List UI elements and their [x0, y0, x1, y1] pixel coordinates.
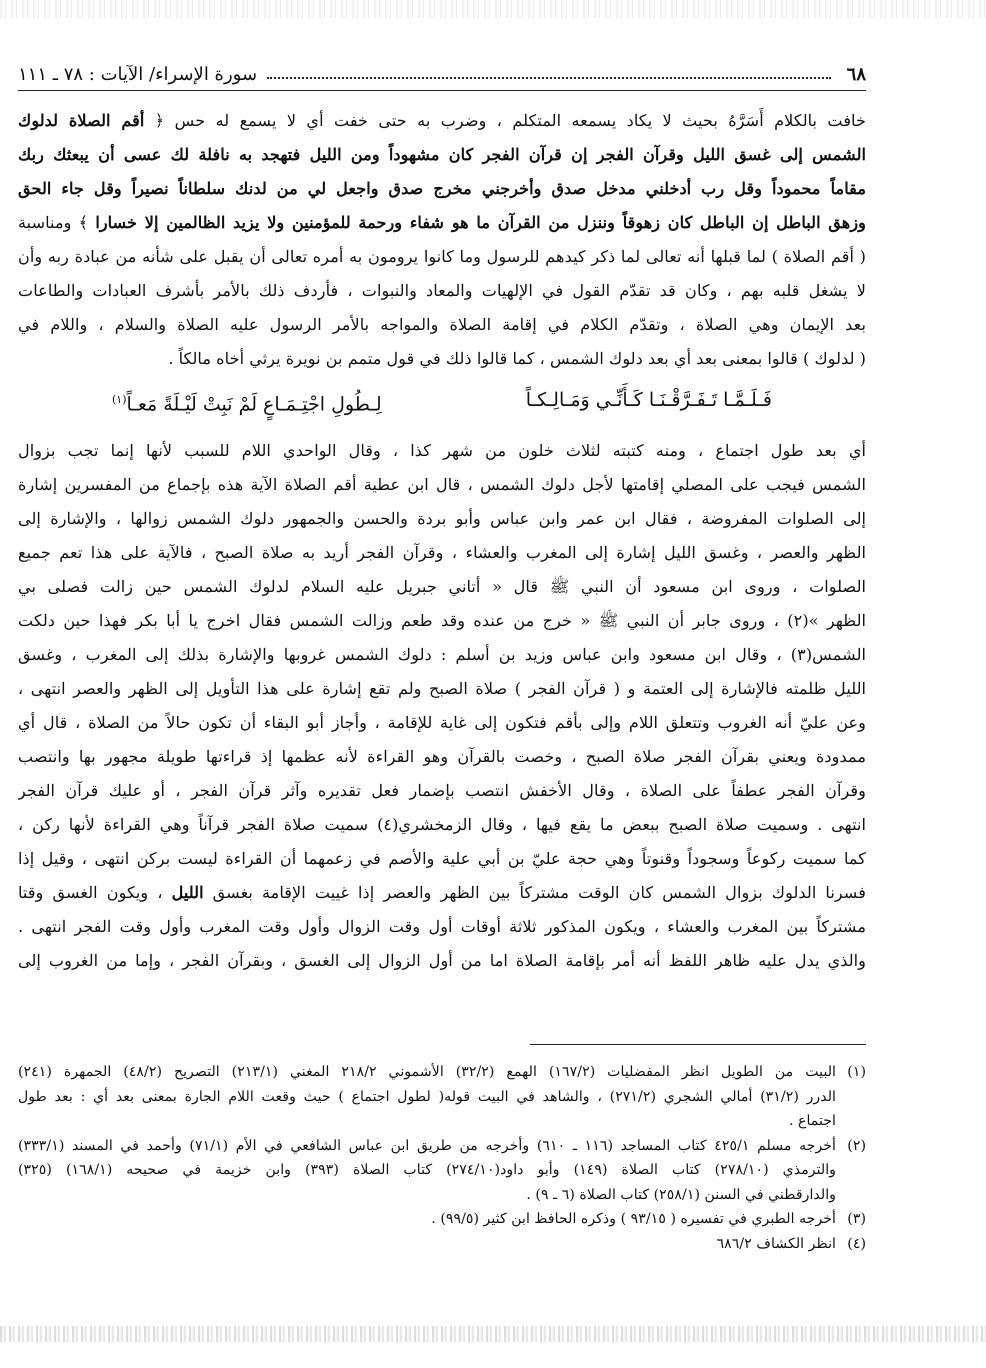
text-line	[18, 706, 866, 740]
text-segment: فسرنا الدلوك بزوال الشمس كان الوقت مشتركاً بين الظهر والعصر إذا غييت الإقامة بغسق	[203, 883, 866, 902]
commentary-block-2	[18, 434, 866, 978]
text-line	[18, 536, 866, 570]
verse-left-hemistich	[112, 380, 382, 420]
footnote-number: (٢)	[847, 1137, 866, 1154]
footnotes	[18, 1060, 866, 1256]
main-text	[18, 104, 866, 1020]
quran-verse-text: الشمس إلى غسق الليل وقرآن الفجر إن قرآن الفجر كان مشهوداً ومن الليل فتهجد به نافلة لك عسى أن يبعثك ربك	[18, 145, 866, 164]
verse-right-hemistich: فَـلَـمَّـا تَـفَـرَّقْـنَـا كَـأَنِّـي وَمَـالِـكـاً	[525, 389, 772, 411]
footnote-line: والدارقطني في السنن (٢٥٨/١) كتاب الصلاة (٦ ـ ٩) .	[526, 1186, 836, 1203]
page-header	[18, 58, 866, 91]
text-segment: الصلوات ، وروى ابن مسعود أن النبي ﷺ قال « أتاني جبريل عليه السلام لدلوك الشمس حين زالت فصلى بي	[18, 577, 866, 596]
text-segment: الليل ظلمته فالإشارة إلى العتمة و ( قرآن الفجر ) صلاة الصبح ولم تقع إشارة على هذا التأويل إلى الظهر والعصر انتهى ،	[18, 679, 866, 698]
text-segment: ( أقم الصلاة ) لما قبلها أنه تعالى لما ذكر كيدهم للرسول وما كانوا يرومون به أمره تعالى أن يقبل على شأنه من عبادة ربه وأن	[18, 247, 866, 266]
footnote	[18, 1060, 866, 1134]
text-line	[18, 104, 866, 138]
text-segment: انتهى . وسميت صلاة الصبح ببعض ما يقع فيها ، وقال الزمخشري(٤) سميت صلاة الفجر قرآناً وهي القراءة لأنها ركن ،	[18, 815, 866, 834]
footnote-text	[18, 1232, 836, 1257]
footnote	[18, 1134, 866, 1208]
text-line	[18, 638, 866, 672]
footnote-line: اجتماع .	[788, 1113, 836, 1129]
text-line	[18, 842, 866, 876]
text-segment: الظهر والعصر ، وغسق الليل إشارة إلى المغرب والعشاء ، وقرآن الفجر أريد به صلاة الصبح ، فالآية على هذا تعم جميع	[18, 543, 866, 562]
text-line	[18, 468, 866, 502]
text-segment: كما سميت ركوعاً وسجوداً وقنوتاً وهي حجة عليّ بن أبي علية والأصم في زعمهما أن القراءة ليست بركن انتهى ، وقيل إذا	[18, 849, 866, 868]
footnote-number: (٣)	[847, 1211, 866, 1227]
text-line	[18, 774, 866, 808]
quran-verse-text: الليل	[171, 883, 204, 902]
scan-noise-bottom	[0, 1326, 986, 1342]
text-segment: إلى الصلوات المفروضة ، فقال ابن عمر وابن عباس وأبو بردة والحسن والجمهور دلوك الشمس زوالها ، والإشارة إلى	[18, 509, 866, 528]
text-line	[18, 604, 866, 638]
footnote-marker: (١)	[112, 393, 127, 406]
quran-verse-text: أقم الصلاة لدلوك	[18, 111, 145, 130]
text-segment: وعن عليّ أنه الغروب وتتعلق اللام وإلى بأقم فتكون إلى غاية للإقامة ، وأجاز أبو البقاء أن تكون حالاً من الصلاة ، قال أي	[18, 713, 866, 732]
text-line	[18, 240, 866, 274]
footnote-line: أخرجه مسلم ٤٢٥/١ كتاب المساجد (١١٦ ـ ٦١٠) وأخرجه من طريق ابن عباس الشافعي في الأم (٧١/١) وأحمد في المسند (٣٣٣/١)	[18, 1137, 836, 1154]
text-segment: خافت بالكلام أَسَرَّهُ بحيث لا يكاد يسمعه المتكلم ، وضرب به حتى خفت أي لا يسمع له حس ﴿	[144, 111, 866, 130]
text-segment: ( لدلوك ) قالوا بمعنى بعد أي بعد دلوك الشمس ، كما قالوا ذلك في قول متمم بن نويرة يرثي أخاه مالكاً .	[168, 349, 866, 368]
footnote-line: أخرجه الطبري في تفسيره ( ٩٣/١٥ ) وذكره الحافظ ابن كثير (٩٩/٥) .	[431, 1211, 836, 1227]
commentary-block-1	[18, 104, 866, 376]
text-line	[18, 206, 866, 240]
text-segment: الشمس فيجب على المصلي إقامتها لأجل دلوك الشمس ، قال ابن عطية أقم الصلاة الآية هذه بإجماع من المفسرين إشارة	[18, 475, 866, 494]
text-segment: الظهر »(٢) ، وروى جابر أن النبي ﷺ « خرج من عنده وقد طعم وزالت الشمس فقال اخرج يا أبا بكر فهذا حين دلكت	[18, 611, 866, 630]
text-line	[18, 672, 866, 706]
text-line	[18, 274, 866, 308]
footnote-separator	[530, 1044, 866, 1045]
footnote-text	[18, 1207, 836, 1232]
text-line	[18, 944, 866, 978]
text-line	[18, 502, 866, 536]
footnote-text	[18, 1134, 836, 1208]
footnote-line: والترمذي (٢٧٨/١٠) كتاب الصلاة (١٤٩) وأبو داود(٢٧٤/١٠) كتاب الصلاة (٣٩٣) وابن خزيمة في صحيحه (١٦٨/١) (٣٢٥)	[18, 1162, 836, 1178]
text-segment: ﴾ ومناسبة	[18, 213, 96, 232]
footnote	[18, 1207, 866, 1232]
quran-verse-text: وزهق الباطل إن الباطل كان زهوقاً وننزل من القرآن ما هو شفاء ورحمة للمؤمنين ولا يزيد الظالمين إلا خسارا	[95, 213, 866, 232]
scan-noise-top	[0, 0, 986, 18]
text-segment: أي بعد طول اجتماع ، ومنه كتبته لثلاث خلون من شهر كذا ، وقال الواحدي اللام للسبب لأنها إنما تجب بزوال	[18, 441, 866, 460]
text-segment: لا يشغل قلبه بهم ، وكان قد تقدّم القول في الإلهيات والمعاد والنبوات ، فأردف ذلك بالأمر بأشرف العبادات والطاعات	[18, 281, 866, 300]
text-line	[18, 876, 866, 910]
text-segment: ، ويكون الغسق وقتا	[18, 883, 172, 902]
text-segment: والذي يدل عليه ظاهر اللفظ أنه أمر بإقامة الصلاة اما من أول الزوال إلى الغسق ، وبقرآن الفجر ، وإما من الغروب إلى	[18, 951, 866, 970]
text-segment: بعد الإيمان وهي الصلاة ، وتقدّم الكلام في إقامة الصلاة والمواجه بالأمر الرسول عليه الصلاة والسلام ، واللام في	[18, 315, 866, 334]
text-segment: مشتركاً بين المغرب والعشاء ، ويكون المذكور ثلاثة أوقات أول وقت الزوال وأول وقت المغرب وأول وقت الفجر انتهى .	[18, 917, 866, 936]
text-line	[18, 172, 866, 206]
text-segment: ممدودة ويعني بقرآن الفجر صلاة الصبح ، وخصت بالقرآن وهو القراءة لأنه عظمها إذ قراءتها طويلة مجهور بها وانتصب	[18, 747, 866, 766]
text-segment: الشمس(٣) ، وقال ابن مسعود وابن عباس وزيد بن أسلم : دلوك الشمس غروبها والإشارة بذلك إلى المغرب ، وغسق	[18, 645, 866, 664]
text-line	[18, 308, 866, 342]
footnote-number: (١)	[847, 1064, 866, 1080]
footnote-line: الدرر (٣١/٢) أمالي الشجري (٢٧١/٢) ، والشاهد في البيت قوله( لطول اجتماع ) حيث وقعت اللام الجارة بمعنى بعد أي : بعد طول	[18, 1088, 836, 1105]
text-line	[18, 434, 866, 468]
text-line	[18, 740, 866, 774]
text-line	[18, 808, 866, 842]
sura-reference: سورة الإسراء/ الآيات : ٧٨ ـ ١١١	[18, 63, 258, 85]
text-segment: وقرآن الفجر عطفاً على الصلاة ، وقال الأخفش انتصب بإضمار فعل تقديره وآثر قرآن الفجر ، أو عليك قرآن الفجر	[18, 781, 866, 800]
text-line	[18, 342, 866, 376]
footnote-line: انظر الكشاف ٦٨٦/٢	[716, 1235, 836, 1252]
header-dot-leader	[267, 77, 831, 79]
text-line	[18, 570, 866, 604]
footnote-line: البيت من الطويل انظر المفضليات (١٦٧/٢) الهمع (٣٢/٢) الأشموني ٢١٨/٢ المغني (٢١٣/١) التصريح (٤٨/٢) الجمهرة (٢٤١)	[18, 1064, 836, 1080]
quran-verse-text: مقاماً محموداً وقل رب أدخلني مدخل صدق وأخرجني مخرج صدق واجعل لي من لدنك سلطاناً نصيراً وقل جاء الحق	[18, 179, 866, 198]
poetry-verse	[112, 380, 772, 420]
verse-left-text: لِـطُولِ اجْتِـمَـاعٍ لَمْ نَبِتْ لَيْـلَةً مَعـاً	[126, 393, 382, 416]
text-line	[18, 910, 866, 944]
footnote-number: (٤)	[847, 1235, 866, 1252]
page-number: ٦٨	[846, 63, 866, 85]
footnote-text	[18, 1060, 836, 1134]
text-line	[18, 138, 866, 172]
footnote	[18, 1232, 866, 1257]
